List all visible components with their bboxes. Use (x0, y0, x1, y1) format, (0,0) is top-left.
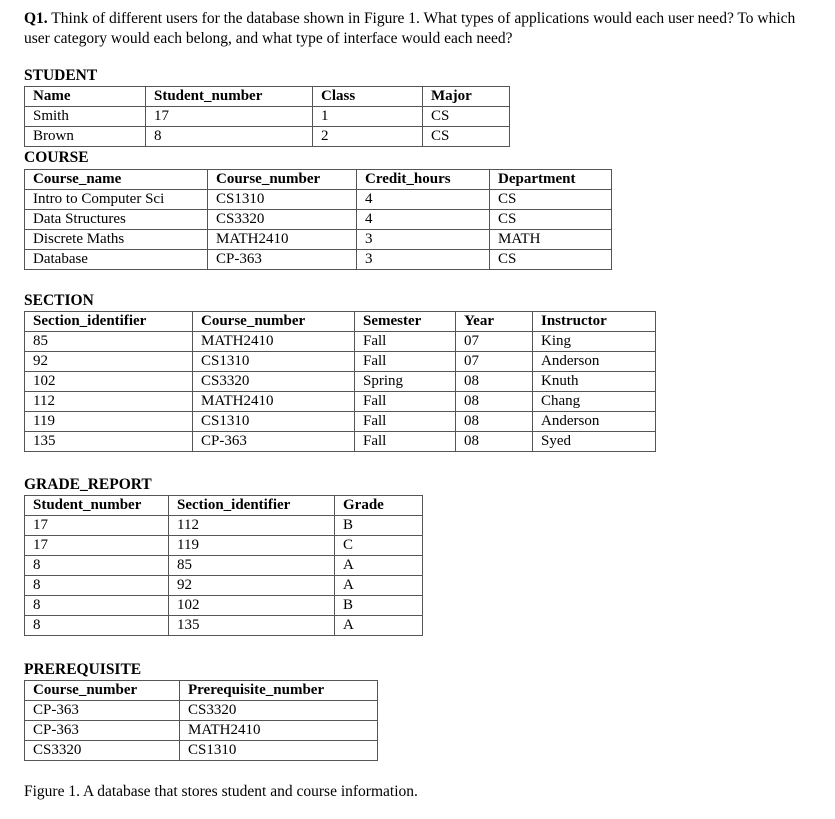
table-row (25, 741, 378, 761)
table-cell: Fall (355, 352, 456, 372)
table-row (25, 250, 612, 270)
table-cell: 112 (169, 516, 335, 536)
table-cell: 8 (25, 616, 169, 636)
table-cell: 135 (169, 616, 335, 636)
table-cell: CP-363 (193, 432, 355, 452)
table-cell: Chang (533, 392, 656, 412)
column-header: Name (25, 87, 146, 107)
table-cell: CS (490, 190, 612, 210)
table-cell: 17 (25, 536, 169, 556)
table-cell: 85 (25, 332, 193, 352)
column-header: Section_identifier (169, 496, 335, 516)
section-table-title: SECTION (24, 292, 94, 309)
table-header-row (25, 496, 423, 516)
table-cell: 119 (169, 536, 335, 556)
table-cell: 8 (25, 556, 169, 576)
table-cell: CS (423, 107, 510, 127)
table-cell: A (335, 616, 423, 636)
prerequisite-table-title: PREREQUISITE (24, 661, 142, 678)
table-row (25, 372, 656, 392)
table-row (25, 432, 656, 452)
table-cell: Fall (355, 332, 456, 352)
prerequisite-table (24, 680, 378, 761)
table-cell: Spring (355, 372, 456, 392)
table-row (25, 412, 656, 432)
table-cell: 3 (357, 230, 490, 250)
table-row (25, 210, 612, 230)
table-cell: MATH2410 (180, 721, 378, 741)
table-cell: 2 (313, 127, 423, 147)
table-cell: Discrete Maths (25, 230, 208, 250)
table-cell: 4 (357, 210, 490, 230)
table-cell: 102 (25, 372, 193, 392)
column-header: Course_name (25, 170, 208, 190)
table-cell: Anderson (533, 412, 656, 432)
table-cell: MATH2410 (208, 230, 357, 250)
table-cell: 102 (169, 596, 335, 616)
table-cell: CS1310 (193, 412, 355, 432)
table-cell: 8 (25, 576, 169, 596)
student-table (24, 86, 510, 147)
table-cell: MATH2410 (193, 332, 355, 352)
column-header: Course_number (208, 170, 357, 190)
table-cell: CS (423, 127, 510, 147)
column-header: Course_number (193, 312, 355, 332)
table-cell: 4 (357, 190, 490, 210)
table-cell: CP-363 (25, 701, 180, 721)
table-cell: B (335, 596, 423, 616)
table-cell: 07 (456, 352, 533, 372)
table-cell: 08 (456, 392, 533, 412)
column-header: Credit_hours (357, 170, 490, 190)
question-body: Think of different users for the database shown in Figure 1. What types of applications would each user need? To which user category would each belong, and what type of interface would each need? (24, 10, 796, 47)
grade-report-table (24, 495, 423, 636)
table-cell: Brown (25, 127, 146, 147)
table-row (25, 190, 612, 210)
table-cell: MATH2410 (193, 392, 355, 412)
table-cell: CS3320 (193, 372, 355, 392)
table-row (25, 230, 612, 250)
table-cell: CS1310 (208, 190, 357, 210)
column-header: Course_number (25, 681, 180, 701)
table-cell: 8 (146, 127, 313, 147)
table-cell: CP-363 (25, 721, 180, 741)
table-cell: 8 (25, 596, 169, 616)
table-cell: CS (490, 250, 612, 270)
table-cell: 119 (25, 412, 193, 432)
table-cell: Knuth (533, 372, 656, 392)
table-row (25, 576, 423, 596)
table-cell: 17 (25, 516, 169, 536)
grade-report-table-title: GRADE_REPORT (24, 476, 152, 493)
table-row (25, 127, 510, 147)
table-cell: Anderson (533, 352, 656, 372)
student-table-title: STUDENT (24, 67, 98, 84)
table-row (25, 107, 510, 127)
table-cell: B (335, 516, 423, 536)
table-cell: Data Structures (25, 210, 208, 230)
column-header: Department (490, 170, 612, 190)
table-header-row (25, 681, 378, 701)
figure-caption: Figure 1. A database that stores student and course information. (24, 783, 418, 800)
column-header: Semester (355, 312, 456, 332)
table-row (25, 516, 423, 536)
table-cell: CS3320 (25, 741, 180, 761)
table-cell: 112 (25, 392, 193, 412)
table-cell: 135 (25, 432, 193, 452)
table-cell: Fall (355, 432, 456, 452)
table-cell: 3 (357, 250, 490, 270)
column-header: Instructor (533, 312, 656, 332)
table-row (25, 392, 656, 412)
table-cell: Fall (355, 412, 456, 432)
column-header: Student_number (25, 496, 169, 516)
table-cell: A (335, 576, 423, 596)
question-text (24, 9, 814, 49)
table-row (25, 536, 423, 556)
table-cell: 92 (169, 576, 335, 596)
course-table-title: COURSE (24, 149, 89, 166)
table-cell: Database (25, 250, 208, 270)
column-header: Class (313, 87, 423, 107)
table-cell: Fall (355, 392, 456, 412)
table-row (25, 352, 656, 372)
table-cell: Intro to Computer Sci (25, 190, 208, 210)
column-header: Prerequisite_number (180, 681, 378, 701)
table-cell: C (335, 536, 423, 556)
section-table (24, 311, 656, 452)
question-number: Q1. (24, 10, 48, 27)
table-row (25, 721, 378, 741)
table-row (25, 701, 378, 721)
table-cell: MATH (490, 230, 612, 250)
table-cell: CS3320 (180, 701, 378, 721)
table-cell: 08 (456, 432, 533, 452)
table-cell: 08 (456, 412, 533, 432)
table-cell: Smith (25, 107, 146, 127)
table-header-row (25, 312, 656, 332)
table-row (25, 332, 656, 352)
table-cell: CS1310 (180, 741, 378, 761)
table-cell: 07 (456, 332, 533, 352)
table-header-row (25, 87, 510, 107)
column-header: Major (423, 87, 510, 107)
table-cell: 08 (456, 372, 533, 392)
column-header: Student_number (146, 87, 313, 107)
table-row (25, 616, 423, 636)
table-cell: 1 (313, 107, 423, 127)
table-header-row (25, 170, 612, 190)
table-row (25, 596, 423, 616)
table-row (25, 556, 423, 576)
table-cell: CS1310 (193, 352, 355, 372)
table-cell: King (533, 332, 656, 352)
table-cell: CP-363 (208, 250, 357, 270)
table-cell: CS3320 (208, 210, 357, 230)
table-cell: 17 (146, 107, 313, 127)
course-table (24, 169, 612, 270)
table-cell: CS (490, 210, 612, 230)
column-header: Section_identifier (25, 312, 193, 332)
table-cell: 85 (169, 556, 335, 576)
column-header: Grade (335, 496, 423, 516)
column-header: Year (456, 312, 533, 332)
table-cell: Syed (533, 432, 656, 452)
table-cell: 92 (25, 352, 193, 372)
table-cell: A (335, 556, 423, 576)
